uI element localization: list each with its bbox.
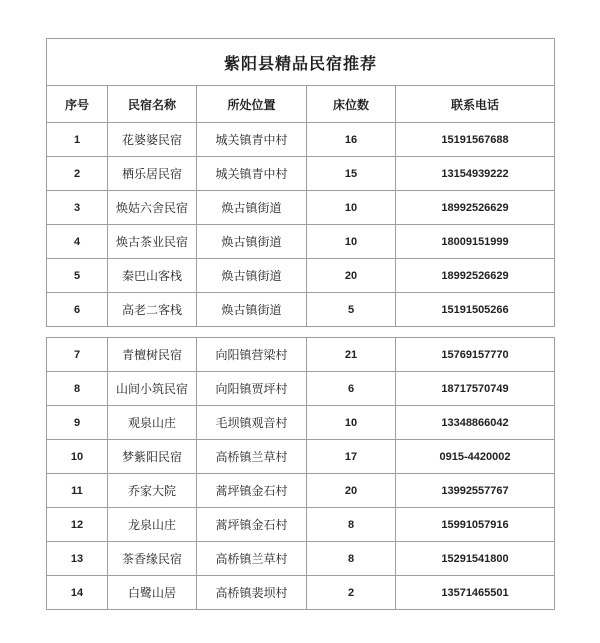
cell-homestay-name: 秦巴山客栈 bbox=[108, 259, 197, 293]
table-row bbox=[47, 191, 555, 225]
cell-row-number: 11 bbox=[47, 474, 108, 508]
cell-bed-count: 20 bbox=[307, 259, 396, 293]
cell-bed-count: 21 bbox=[307, 338, 396, 372]
cell-phone-number: 13154939222 bbox=[396, 157, 555, 191]
table-row bbox=[47, 259, 555, 293]
cell-homestay-name: 山间小筑民宿 bbox=[108, 372, 197, 406]
table-row bbox=[47, 123, 555, 157]
cell-location: 高桥镇兰草村 bbox=[197, 542, 307, 576]
cell-location: 高桥镇裴坝村 bbox=[197, 576, 307, 610]
cell-row-number: 13 bbox=[47, 542, 108, 576]
column-header-no: 序号 bbox=[47, 86, 108, 123]
cell-homestay-name: 焕古茶业民宿 bbox=[108, 225, 197, 259]
cell-row-number: 4 bbox=[47, 225, 108, 259]
column-header-beds: 床位数 bbox=[307, 86, 396, 123]
cell-location: 向阳镇营梁村 bbox=[197, 338, 307, 372]
cell-homestay-name: 栖乐居民宿 bbox=[108, 157, 197, 191]
cell-phone-number: 13571465501 bbox=[396, 576, 555, 610]
table-title: 紫阳县精品民宿推荐 bbox=[47, 39, 555, 86]
cell-phone-number: 18992526629 bbox=[396, 259, 555, 293]
cell-phone-number: 15291541800 bbox=[396, 542, 555, 576]
cell-homestay-name: 茶香缘民宿 bbox=[108, 542, 197, 576]
title-row bbox=[47, 39, 555, 86]
cell-location: 毛坝镇观音村 bbox=[197, 406, 307, 440]
cell-location: 城关镇青中村 bbox=[197, 123, 307, 157]
cell-location: 焕古镇街道 bbox=[197, 225, 307, 259]
table-body-section-2 bbox=[47, 338, 555, 610]
cell-homestay-name: 焕姑六舍民宿 bbox=[108, 191, 197, 225]
table-row bbox=[47, 293, 555, 327]
cell-location: 高桥镇兰草村 bbox=[197, 440, 307, 474]
cell-homestay-name: 龙泉山庄 bbox=[108, 508, 197, 542]
cell-row-number: 9 bbox=[47, 406, 108, 440]
cell-phone-number: 18009151999 bbox=[396, 225, 555, 259]
cell-bed-count: 17 bbox=[307, 440, 396, 474]
table-row bbox=[47, 440, 555, 474]
cell-phone-number: 15191505266 bbox=[396, 293, 555, 327]
cell-row-number: 3 bbox=[47, 191, 108, 225]
cell-location: 焕古镇街道 bbox=[197, 293, 307, 327]
table-row bbox=[47, 508, 555, 542]
table-row bbox=[47, 576, 555, 610]
table-row bbox=[47, 372, 555, 406]
cell-row-number: 1 bbox=[47, 123, 108, 157]
cell-homestay-name: 梦紫阳民宿 bbox=[108, 440, 197, 474]
cell-location: 蒿坪镇金石村 bbox=[197, 474, 307, 508]
cell-phone-number: 13348866042 bbox=[396, 406, 555, 440]
table-row bbox=[47, 338, 555, 372]
table-row bbox=[47, 157, 555, 191]
cell-homestay-name: 花婆婆民宿 bbox=[108, 123, 197, 157]
cell-bed-count: 10 bbox=[307, 225, 396, 259]
cell-bed-count: 20 bbox=[307, 474, 396, 508]
table-row bbox=[47, 406, 555, 440]
cell-phone-number: 13992557767 bbox=[396, 474, 555, 508]
cell-phone-number: 15191567688 bbox=[396, 123, 555, 157]
cell-bed-count: 15 bbox=[307, 157, 396, 191]
header-row bbox=[47, 86, 555, 123]
cell-bed-count: 8 bbox=[307, 542, 396, 576]
cell-homestay-name: 高老二客栈 bbox=[108, 293, 197, 327]
table-row bbox=[47, 542, 555, 576]
table-row bbox=[47, 474, 555, 508]
cell-bed-count: 10 bbox=[307, 191, 396, 225]
cell-bed-count: 8 bbox=[307, 508, 396, 542]
cell-homestay-name: 青檀树民宿 bbox=[108, 338, 197, 372]
cell-location: 城关镇青中村 bbox=[197, 157, 307, 191]
cell-bed-count: 10 bbox=[307, 406, 396, 440]
cell-location: 蒿坪镇金石村 bbox=[197, 508, 307, 542]
cell-row-number: 12 bbox=[47, 508, 108, 542]
cell-phone-number: 15991057916 bbox=[396, 508, 555, 542]
homestay-table-section-2 bbox=[46, 337, 555, 610]
cell-bed-count: 16 bbox=[307, 123, 396, 157]
table-body-section-1 bbox=[47, 123, 555, 327]
cell-location: 焕古镇街道 bbox=[197, 191, 307, 225]
column-header-phone: 联系电话 bbox=[396, 86, 555, 123]
cell-homestay-name: 乔家大院 bbox=[108, 474, 197, 508]
cell-phone-number: 15769157770 bbox=[396, 338, 555, 372]
cell-bed-count: 6 bbox=[307, 372, 396, 406]
cell-row-number: 10 bbox=[47, 440, 108, 474]
cell-row-number: 8 bbox=[47, 372, 108, 406]
cell-bed-count: 2 bbox=[307, 576, 396, 610]
cell-row-number: 7 bbox=[47, 338, 108, 372]
cell-homestay-name: 白鹭山居 bbox=[108, 576, 197, 610]
cell-bed-count: 5 bbox=[307, 293, 396, 327]
column-header-location: 所处位置 bbox=[197, 86, 307, 123]
cell-location: 焕古镇街道 bbox=[197, 259, 307, 293]
cell-phone-number: 18717570749 bbox=[396, 372, 555, 406]
cell-row-number: 6 bbox=[47, 293, 108, 327]
cell-row-number: 2 bbox=[47, 157, 108, 191]
homestay-table-section-1 bbox=[46, 38, 555, 327]
cell-homestay-name: 观泉山庄 bbox=[108, 406, 197, 440]
cell-phone-number: 18992526629 bbox=[396, 191, 555, 225]
cell-phone-number: 0915-4420002 bbox=[396, 440, 555, 474]
table-row bbox=[47, 225, 555, 259]
cell-row-number: 5 bbox=[47, 259, 108, 293]
cell-location: 向阳镇贾坪村 bbox=[197, 372, 307, 406]
column-header-name: 民宿名称 bbox=[108, 86, 197, 123]
cell-row-number: 14 bbox=[47, 576, 108, 610]
document-page bbox=[0, 38, 600, 643]
